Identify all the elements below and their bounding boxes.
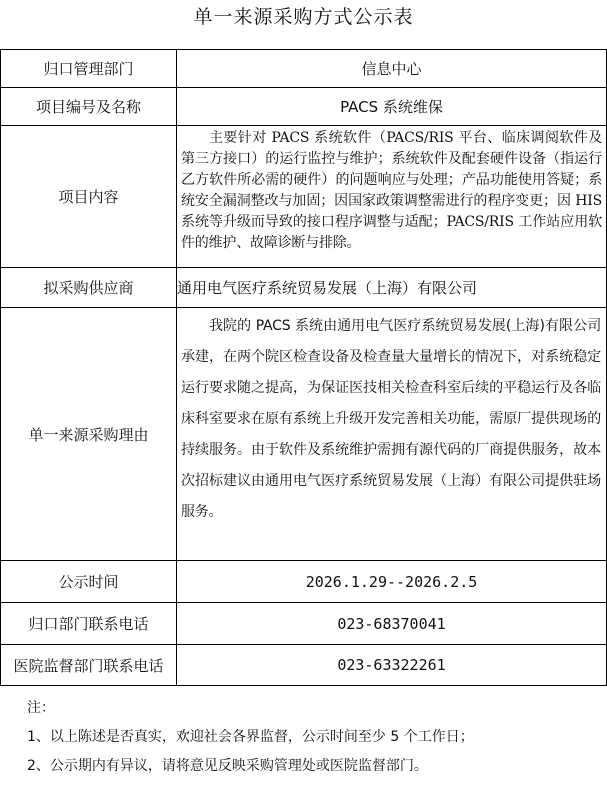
announcement-table <box>0 49 607 686</box>
notes-heading: 注： <box>27 700 55 716</box>
supplier-value: 通用电气医疗系统贸易发展（上海）有限公司 <box>177 268 607 308</box>
row-department <box>1 50 607 88</box>
department-label: 归口管理部门 <box>1 50 177 88</box>
row-project <box>1 88 607 126</box>
contact-phone-label: 归口部门联系电话 <box>1 603 177 645</box>
row-period <box>1 561 607 603</box>
note-item: 2、公示期内有异议，请将意见反映采购管理处或医院监督部门。 <box>27 758 428 774</box>
row-supplier <box>1 268 607 308</box>
content-cell <box>177 126 607 268</box>
note-item: 1、以上陈述是否真实，欢迎社会各界监督，公示时间至少 5 个工作日； <box>27 729 474 745</box>
period-label: 公示时间 <box>1 561 177 603</box>
department-value: 信息中心 <box>177 50 607 88</box>
supplier-label: 拟采购供应商 <box>1 268 177 308</box>
contact-phone-value: 023-68370041 <box>177 603 607 645</box>
row-supervision-phone <box>1 645 607 686</box>
supervision-phone-label: 医院监督部门联系电话 <box>1 645 177 686</box>
supervision-phone-value: 023-63322261 <box>177 645 607 686</box>
row-content <box>1 126 607 268</box>
row-reason <box>1 308 607 561</box>
content-label: 项目内容 <box>1 126 177 268</box>
row-contact-phone <box>1 603 607 645</box>
period-value: 2026.1.29--2026.2.5 <box>177 561 607 603</box>
reason-value: 我院的 PACS 系统由通用电气医疗系统贸易发展(上海)有限公司承建，在两个院区检查设备及检查量大量增长的情况下，对系统稳定运行要求随之提高，为保证医技相关检查科室后续的平稳运行及各临床科室要求在原有系统上升级开发完善相关功能，需原厂提供现场的持续服务。由于软件及系统维护需拥有源代码的厂商提供服务，故本次招标建议由通用电气医疗系统贸易发展（上海）有限公司提供驻场服务。 <box>181 318 601 520</box>
project-value: PACS 系统维保 <box>177 88 607 126</box>
notes <box>27 694 474 781</box>
page-title: 单一来源采购方式公示表 <box>193 6 414 28</box>
reason-label: 单一来源采购理由 <box>1 308 177 561</box>
reason-cell <box>177 308 607 561</box>
content-value: 主要针对 PACS 系统软件（PACS/RIS 平台、临床调阅软件及第三方接口）的运行监控与维护；系统软件及配套硬件设备（指运行乙方软件所必需的硬件）的问题响应与处理；产品功能使用答疑；系统安全漏洞整改与加固；因国家政策调整需进行的程序变更；因 HIS 系统等升级而导致的接口程序调整与适配；PACS/RIS 工作站应用软件的维护、故障诊断与排除。 <box>181 130 602 251</box>
project-label: 项目编号及名称 <box>1 88 177 126</box>
